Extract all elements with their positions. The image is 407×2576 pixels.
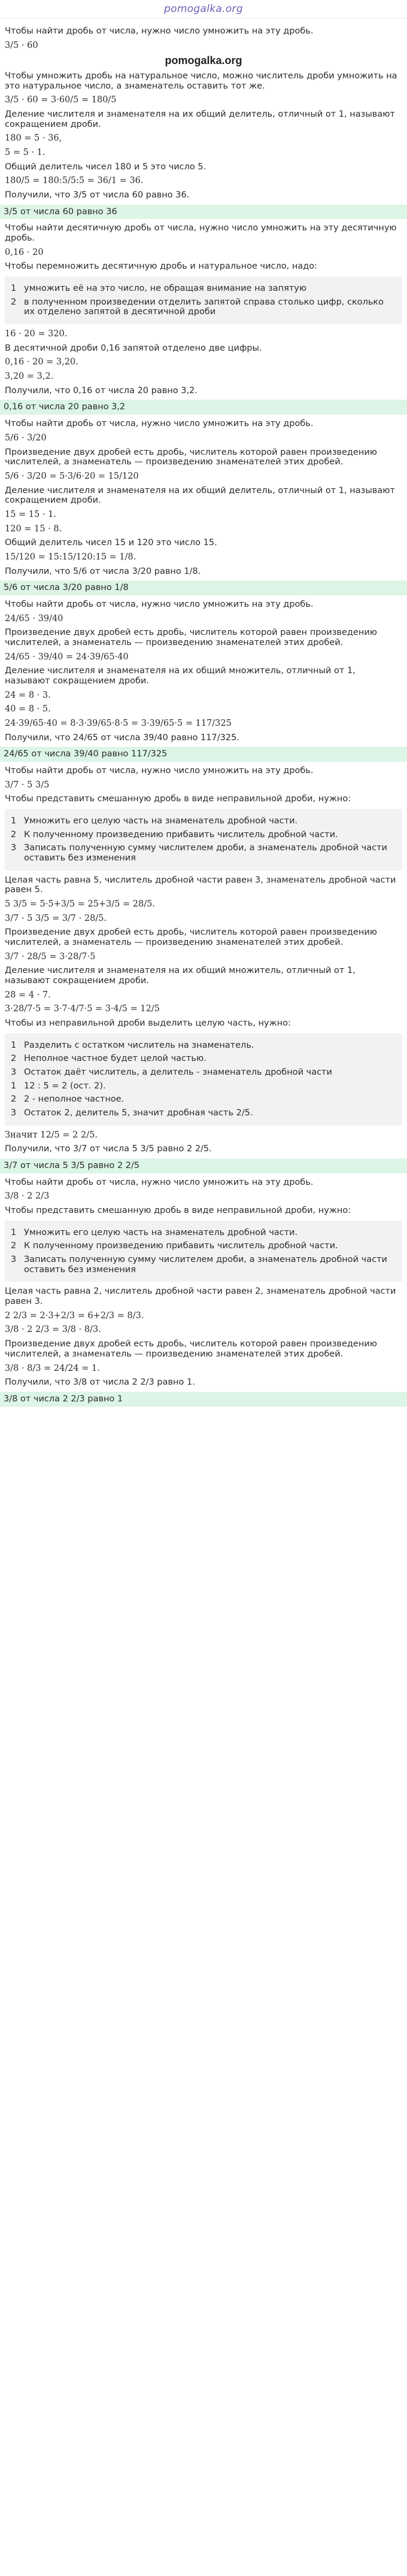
- list-item: 1 Умножить его целую часть на знаменатель дробной части.: [11, 816, 298, 826]
- section-5-answer: 3/7 от числа 5 3/5 равно 2 2/5: [0, 1158, 407, 1173]
- section-3-calc-4: 15/120 = 15:15/120:15 = 1/8.: [5, 552, 136, 562]
- list-item: 1 умножить её на это число, не обращая внимание на запятую: [11, 284, 307, 294]
- list-item: 3 Остаток 2, делитель 5, значит дробная часть 2/5.: [11, 1108, 253, 1118]
- section-3-answer: 5/6 от числа 3/20 равно 1/8: [0, 580, 407, 595]
- section-2-text-2: В десятичной дроби 0,16 запятой отделено две цифры.: [5, 343, 262, 353]
- section-2-expr: 0,16 · 20: [5, 247, 44, 257]
- section-5-calc-4: 28 = 4 · 7.: [5, 990, 51, 1000]
- section-6-result: Получили, что 3/8 от числа 2 2/3 равно 1.: [5, 1377, 195, 1388]
- list-item: 2 К полученному произведению прибавить числитель дробной части.: [11, 1241, 338, 1251]
- section-5-calc-6: Значит 12/5 = 2 2/5.: [5, 1130, 98, 1140]
- list-item: 3 Записать полученную сумму числителем дроби, а знаменатель дробной части оставить без изменения: [11, 843, 387, 863]
- section-3-calc-3: 120 = 15 · 8.: [5, 524, 62, 534]
- section-5-rules: [5, 809, 402, 871]
- section-5-calc-2: 3/7 · 5 3/5 = 3/7 · 28/5.: [5, 913, 107, 923]
- list-item: 3 Записать полученную сумму числителем дроби, а знаменатель дробной части оставить без изменения: [11, 1255, 387, 1275]
- section-6-answer: 3/8 от числа 2 2/3 равно 1: [0, 1392, 407, 1407]
- section-3-calc-2: 15 = 15 · 1.: [5, 509, 56, 519]
- section-3-expr: 5/6 · 3/20: [5, 433, 47, 443]
- section-1-text-2: Деление числителя и знаменателя на их общий делитель, отличный от 1, называют сокращением дроби.: [5, 110, 395, 129]
- section-6-intro: Чтобы найти дробь от числа, нужно число умножить на эту дробь.: [5, 1177, 314, 1187]
- section-1-result: Получили, что 3/5 от числа 60 равно 36.: [5, 190, 190, 200]
- section-5-text-3: Произведение двух дробей есть дробь, числитель которой равен произведению числителей, а знаменатель — произведению знаменателей этих дробей.: [5, 927, 377, 948]
- section-2-calc-2: 0,16 · 20 = 3,20.: [5, 357, 78, 367]
- section-5-intro: Чтобы найти дробь от числа, нужно число умножить на эту дробь.: [5, 765, 314, 775]
- section-4-text-1: Произведение двух дробей есть дробь, числитель которой равен произведению числителей, а знаменатель — произведению знаменателей этих дробей.: [5, 628, 377, 647]
- section-5-text-2: Целая часть равна 5, числитель дробной части равен 3, знаменатель дробной части равен 5.: [5, 875, 396, 895]
- section-1-expr: 3/5 · 60: [5, 40, 38, 50]
- section-1-text-1: Чтобы умножить дробь на натуральное число, можно числитель дроби умножить на это натуральное число, а знаменатель оставить тот же.: [5, 71, 397, 91]
- list-item: 1 Разделить с остатком числитель на знаменатель.: [11, 1040, 254, 1050]
- section-1-answer: 3/5 от числа 60 равно 36: [0, 205, 407, 220]
- section-2-calc-3: 3,20 = 3,2.: [5, 372, 54, 382]
- section-2-answer: 0,16 от числа 20 равно 3,2: [0, 400, 407, 415]
- section-6-text-2: Целая часть равна 2, числитель дробной части равен 2, знаменатель дробной части равен 3.: [5, 1287, 396, 1307]
- section-4-intro: Чтобы найти дробь от числа, нужно число умножить на эту дробь.: [5, 599, 314, 609]
- section-3-result: Получили, что 5/6 от числа 3/20 равно 1/8.: [5, 566, 201, 576]
- list-item: 3 Остаток даёт числитель, а делитель - знаменатель дробной части: [11, 1067, 332, 1078]
- section-6-text-1: Чтобы представить смешанную дробь в виде неправильной дроби, нужно:: [5, 1206, 351, 1216]
- section-2-result: Получили, что 0,16 от числа 20 равно 3,2.: [5, 385, 198, 396]
- list-item: 2 в полученном произведении отделить запятой справа столько цифр, сколько их отделено запятой в десятичной дроби: [11, 297, 384, 317]
- section-5-result: Получили, что 3/7 от числа 5 3/5 равно 2 2/5.: [5, 1144, 212, 1154]
- section-5-calc-5: 3·28/7·5 = 3·7·4/7·5 = 3·4/5 = 12/5: [5, 1004, 160, 1014]
- section-6-calc-1: 2 2/3 = 2·3+2/3 = 6+2/3 = 8/3.: [5, 1310, 144, 1321]
- list-item: 2 К полученному произведению прибавить числитель дробной части.: [11, 829, 338, 840]
- section-3-text-1: Произведение двух дробей есть дробь, числитель которой равен произведению числителей, а знаменатель — произведению знаменателей этих дробей.: [5, 447, 377, 467]
- section-5-text-4: Деление числителя и знаменателя на их общий множитель, отличный от 1, называют сокращением дроби.: [5, 966, 356, 986]
- section-5-calc-3: 3/7 · 28/5 = 3·28/7·5: [5, 951, 96, 962]
- section-6-calc-3: 3/8 · 8/3 = 24/24 = 1.: [5, 1363, 100, 1373]
- section-2-rules: [5, 276, 402, 324]
- section-3-calc-1: 5/6 · 3/20 = 5·3/6·20 = 15/120: [5, 471, 139, 481]
- section-4-expr: 24/65 · 39/40: [5, 613, 63, 624]
- section-1-calc-3: 5 = 5 · 1.: [5, 148, 45, 158]
- section-4-result: Получили, что 24/65 от числа 39/40 равно 117/325.: [5, 732, 239, 743]
- list-item: 2 Неполное частное будет целой частью.: [11, 1054, 206, 1064]
- section-2-intro: Чтобы найти десятичную дробь от числа, нужно число умножить на эту десятичную дробь.: [5, 223, 397, 244]
- section-6-calc-2: 3/8 · 2 2/3 = 3/8 · 8/3.: [5, 1325, 101, 1335]
- section-1-text-3: Общий делитель чисел 180 и 5 это число 5.: [5, 162, 206, 172]
- section-3-text-2: Деление числителя и знаменателя на их общий делитель, отличный от 1, называют сокращением дроби.: [5, 485, 395, 506]
- site-title[interactable]: pomogalka.org: [164, 3, 243, 15]
- section-5-expr: 3/7 · 5 3/5: [5, 780, 50, 790]
- watermark: pomogalka.org: [165, 54, 242, 67]
- section-5-calc-1: 5 3/5 = 5·5+3/5 = 25+3/5 = 28/5.: [5, 899, 155, 909]
- section-4-calc-4: 24·39/65·40 = 8·3·39/65·8·5 = 3·39/65·5 = 117/325: [5, 718, 232, 728]
- list-item: 2 2 - неполное частное.: [11, 1094, 124, 1105]
- section-4-calc-2: 24 = 8 · 3.: [5, 690, 51, 700]
- section-1-calc-1: 3/5 · 60 = 3·60/5 = 180/5: [5, 95, 117, 105]
- section-5-text-1: Чтобы представить смешанную дробь в виде неправильной дроби, нужно:: [5, 794, 351, 804]
- section-4-answer: 24/65 от числа 39/40 равно 117/325: [0, 747, 407, 762]
- section-4-calc-1: 24/65 · 39/40 = 24·39/65·40: [5, 652, 129, 662]
- section-1-intro: Чтобы найти дробь от числа, нужно число умножить на эту дробь.: [5, 26, 314, 36]
- section-5-rules-2: [5, 1033, 402, 1126]
- header: [0, 0, 407, 19]
- section-5-text-5: Чтобы из неправильной дроби выделить целую часть, нужно:: [5, 1018, 291, 1029]
- content: [0, 19, 407, 1422]
- list-item: 1 Умножить его целую часть на знаменатель дробной части.: [11, 1227, 298, 1237]
- section-1-calc-4: 180/5 = 180:5/5:5 = 36/1 = 36.: [5, 176, 144, 186]
- section-4-text-2: Деление числителя и знаменателя на их общий множитель, отличный от 1, называют сокращением дроби.: [5, 666, 356, 686]
- section-2-text-1: Чтобы перемножить десятичную дробь и натуральное число, надо:: [5, 261, 317, 272]
- list-item: 1 12 : 5 = 2 (ост. 2).: [11, 1081, 106, 1091]
- section-6-expr: 3/8 · 2 2/3: [5, 1191, 50, 1202]
- section-3-text-3: Общий делитель чисел 15 и 120 это число 15.: [5, 538, 217, 548]
- section-3-intro: Чтобы найти дробь от числа, нужно число умножить на эту дробь.: [5, 419, 314, 429]
- section-4-calc-3: 40 = 8 · 5.: [5, 704, 51, 714]
- section-2-calc-1: 16 · 20 = 320.: [5, 329, 68, 339]
- section-1-calc-2: 180 = 5 · 36,: [5, 133, 62, 144]
- section-6-text-3: Произведение двух дробей есть дробь, числитель которой равен произведению числителей, а знаменатель — произведению знаменателей этих дробей.: [5, 1339, 377, 1359]
- section-6-rules: [5, 1221, 402, 1282]
